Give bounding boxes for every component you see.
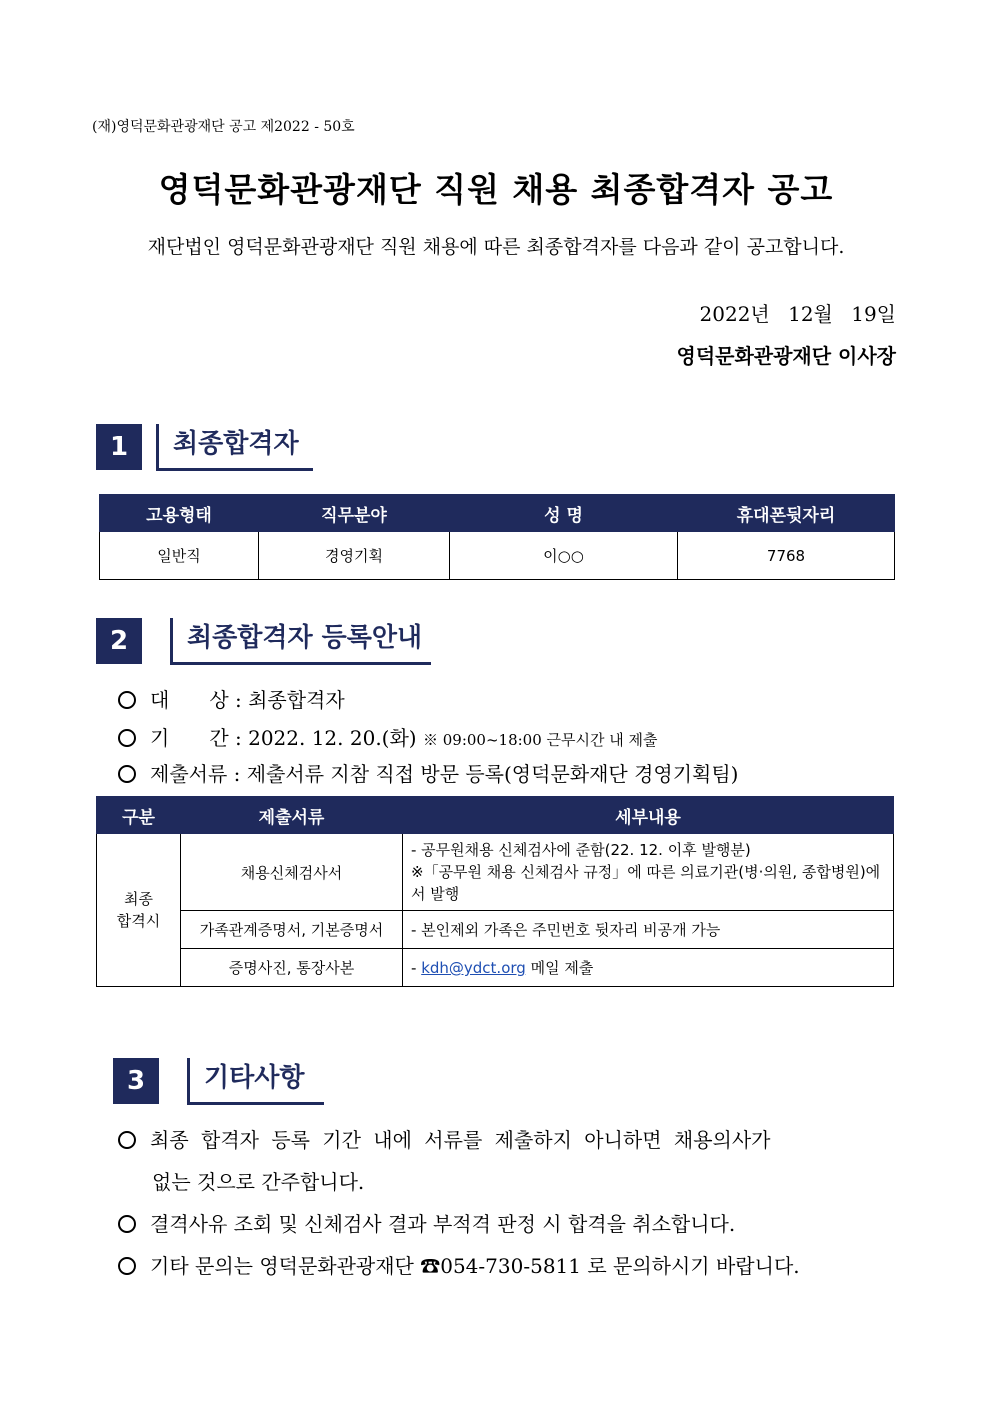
list-item: 제출서류 : 제출서류 지참 직접 방문 등록(영덕문화재단 경영기획팀) xyxy=(118,758,739,787)
issuer: 영덕문화관광재단 이사장 xyxy=(676,344,896,368)
table-header-row xyxy=(97,797,894,834)
table-cell: 증명사진, 통장사본 xyxy=(181,949,403,987)
table-cell: - 공무원채용 신체검사에 준함(22. 12. 이후 발행분) ※「공무원 채용 신체검사 규정」에 따른 의료기관(병·의원, 종합병원)에서 발행 xyxy=(403,834,894,911)
list-item: 기타 문의는 영덕문화관광재단 ☎054-730-5811 로 문의하시기 바랍니다. xyxy=(118,1250,800,1279)
table-cell: - 본인제외 가족은 주민번호 뒷자리 비공개 가능 xyxy=(403,911,894,949)
col-header: 구분 xyxy=(97,797,181,834)
table-cell: - kdh@ydct.org 메일 제출 xyxy=(403,949,894,987)
col-header: 세부내용 xyxy=(403,797,894,834)
table-cell: 가족관계증명서, 기본증명서 xyxy=(181,911,403,949)
page-title: 영덕문화관광재단 직원 채용 최종합격자 공고 xyxy=(158,170,834,209)
notice-number: (재)영덕문화관광재단 공고 제2022 - 50호 xyxy=(92,119,355,135)
table-row xyxy=(97,949,894,987)
circle-bullet-icon xyxy=(118,1215,136,1233)
col-header: 성 명 xyxy=(450,495,678,532)
intro-text: 재단법인 영덕문화관광재단 직원 채용에 따른 최종합격자를 다음과 같이 공고합니다. xyxy=(147,236,845,258)
table-row xyxy=(97,911,894,949)
col-header: 휴대폰뒷자리 xyxy=(678,495,895,532)
list-item: 결격사유 조회 및 신체검사 결과 부적격 판정 시 합격을 취소합니다. xyxy=(118,1208,735,1237)
section-3-heading xyxy=(113,1058,324,1105)
table-cell: 7768 xyxy=(678,532,895,580)
email-link[interactable]: kdh@ydct.org xyxy=(421,959,526,977)
section-2-heading xyxy=(96,618,431,665)
circle-bullet-icon xyxy=(118,1131,136,1149)
table-cell: 이○○ xyxy=(450,532,678,580)
col-header: 고용형태 xyxy=(100,495,259,532)
col-header: 직무분야 xyxy=(259,495,450,532)
list-item: 대 상 : 최종합격자 xyxy=(118,684,345,713)
circle-bullet-icon xyxy=(118,691,136,709)
section-number: 3 xyxy=(113,1058,159,1104)
table-header-row xyxy=(100,495,895,532)
section-1-heading xyxy=(96,424,313,471)
group-cell: 최종 합격시 xyxy=(97,834,181,987)
table-row xyxy=(97,834,894,911)
circle-bullet-icon xyxy=(118,729,136,747)
col-header: 제출서류 xyxy=(181,797,403,834)
final-passer-table xyxy=(99,494,895,580)
circle-bullet-icon xyxy=(118,1257,136,1275)
section-title: 기타사항 xyxy=(187,1058,324,1105)
section-title: 최종합격자 등록안내 xyxy=(170,618,431,665)
period-note: ※ 09:00~18:00 근무시간 내 제출 xyxy=(422,731,658,749)
section-number: 2 xyxy=(96,618,142,664)
circle-bullet-icon xyxy=(118,765,136,783)
list-item: 기 간 : 2022. 12. 20.(화) ※ 09:00~18:00 근무시간 내 제출 xyxy=(118,722,658,751)
table-cell: 경영기획 xyxy=(259,532,450,580)
section-number: 1 xyxy=(96,424,142,470)
documents-table xyxy=(96,796,894,987)
notice-date: 2022년 12월 19일 xyxy=(699,302,896,326)
list-item: 최종 합격자 등록 기간 내에 서류를 제출하지 아니하면 채용의사가 xyxy=(118,1124,771,1153)
table-cell: 일반직 xyxy=(100,532,259,580)
table-cell: 채용신체검사서 xyxy=(181,834,403,911)
list-item-continuation: 없는 것으로 간주합니다. xyxy=(152,1170,365,1194)
section-title: 최종합격자 xyxy=(156,424,313,471)
table-row xyxy=(100,532,895,580)
